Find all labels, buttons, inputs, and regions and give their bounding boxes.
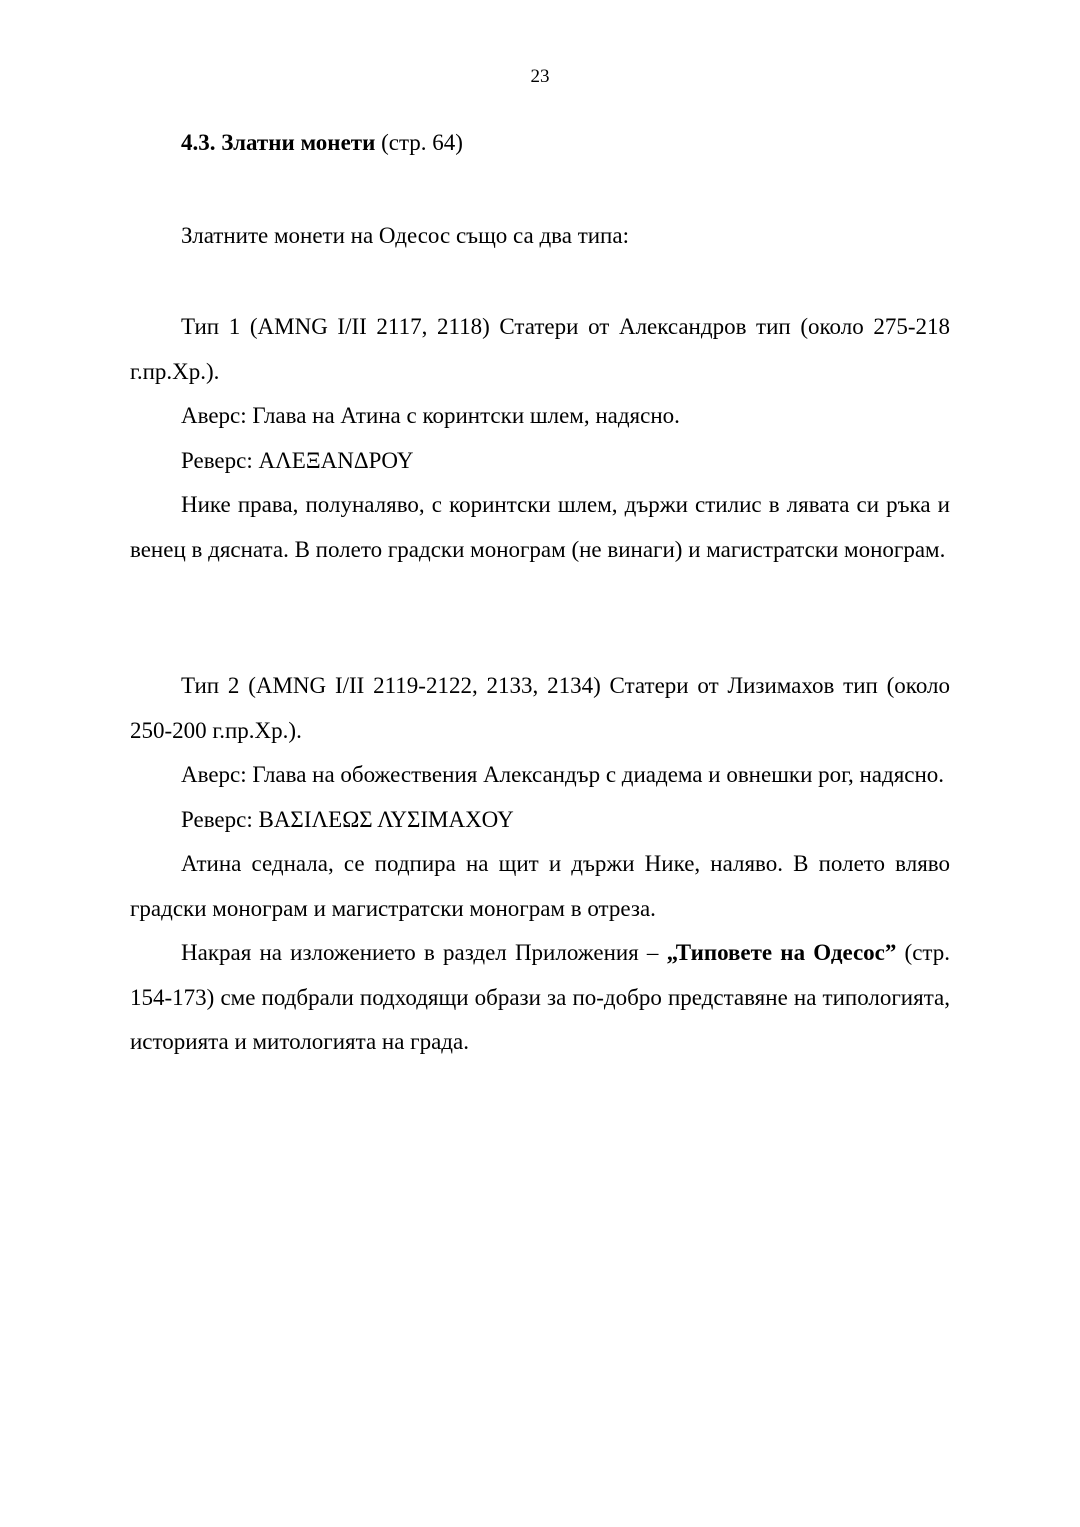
type1-section (130, 305, 950, 572)
page-number: 23 (530, 66, 550, 87)
type2-obverse: Аверс: Глава на обожествения Александър с диадема и овнешки рог, надясно. (181, 762, 945, 787)
closing-prefix: Накрая на изложението в раздел Приложения – (181, 940, 667, 965)
section-number: 4.3. (181, 130, 216, 155)
section-page-ref: (стр. 64) (381, 130, 463, 155)
type1-reverse: Реверс: ΑΛΕΞΑΝΔΡΟΥ (181, 447, 414, 473)
section-heading (130, 121, 950, 166)
type2-reverse: Реверс: ΒΑΣΙΛΕΩΣ ΛΥΣΙΜΑΧΟΥ (181, 806, 514, 832)
type2-title: Тип 2 (AMNG I/II 2119-2122, 2133, 2134) Статери от Лизимахов тип (около 250-200 г.пр.Хр.). (130, 673, 950, 743)
type2-section (130, 664, 950, 1065)
intro-paragraph: Златните монети на Одесос също са два типа: (181, 223, 629, 248)
closing-bold-title: „Типовете на Одесос” (666, 940, 897, 965)
closing-paragraph (130, 931, 950, 1065)
section-title: Златни монети (221, 130, 376, 155)
type1-title: Тип 1 (AMNG I/II 2117, 2118) Статери от Александров тип (около 275-218 г.пр.Хр.). (130, 314, 950, 384)
type2-description: Атина седнала, се подпира на щит и държи Нике, наляво. В полето вляво градски монограм и магистратски монограм в отреза. (130, 851, 950, 921)
closing-suffix: (стр. 154-173) сме подбрали подходящи образи за по-добро представяне на типологията, историята и митологията на града. (130, 940, 950, 1054)
type1-description: Нике права, полуналяво, с коринтски шлем, държи стилис в лявата си ръка и венец в дясната. В полето градски монограм (не винаги) и магистратски монограм. (130, 492, 950, 562)
type1-obverse: Аверс: Глава на Атина с коринтски шлем, надясно. (181, 403, 680, 428)
